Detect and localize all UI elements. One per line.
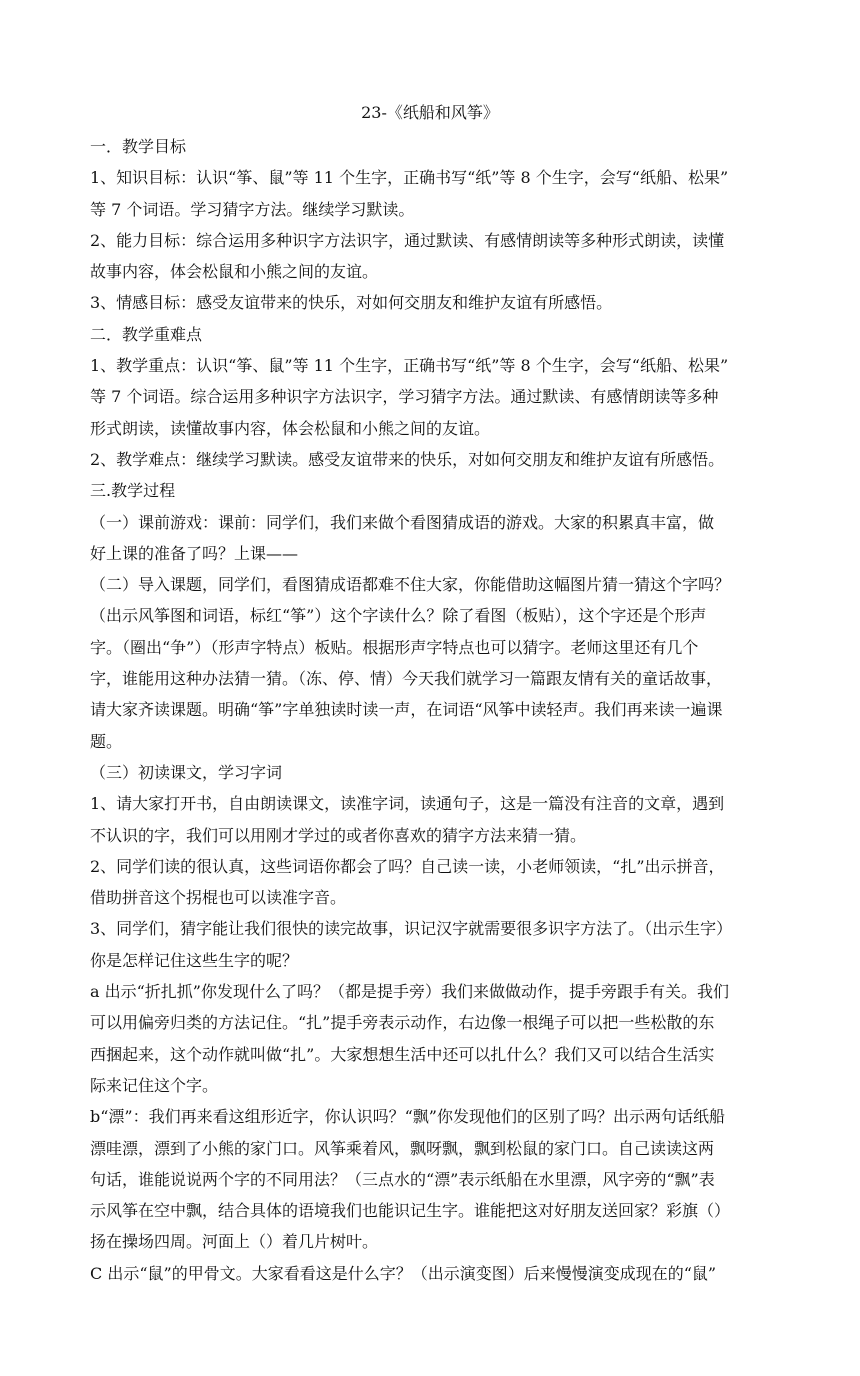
text-line: 故事内容，体会松鼠和小熊之间的友谊。 xyxy=(90,262,379,282)
text-line: 句话，谁能说说两个字的不同用法？（三点水的“漂”表示纸船在水里漂，风字旁的“飘”表 xyxy=(90,1169,715,1189)
text-line: 字。（圈出“争”）（形声字特点）板贴。根据形声字特点也可以猜字。老师这里还有几个 xyxy=(90,637,699,657)
text-line: 等 7 个词语。综合运用多种识字方法识字，学习猜字方法。通过默读、有感情朗读等多种 xyxy=(90,387,719,407)
text-line: b“漂”：我们再来看这组形近字，你认识吗？“飘”你发现他们的区别了吗？出示两句话纸船 xyxy=(90,1107,725,1127)
text-line: 3、同学们，猜字能让我们很快的读完故事，识记汉字就需要很多识字方法了。（出示生字） xyxy=(90,919,733,939)
text-line: C 出示“鼠”的甲骨文。大家看看这是什么字？（出示演变图）后来慢慢演变成现在的“鼠” xyxy=(90,1263,717,1283)
text-line: 1、请大家打开书，自由朗读课文，读准字词，读通句子，这是一篇没有注音的文章，遇到 xyxy=(90,794,725,814)
text-line: 一．教学目标 xyxy=(90,137,187,156)
text-line: 你是怎样记住这些生字的呢？ xyxy=(90,950,299,970)
text-line: 1、知识目标：认识“筝、鼠”等 11 个生字，正确书写“纸”等 8 个生字，会写“纸船、松果” xyxy=(90,168,729,188)
text-line: 2、同学们读的很认真，这些词语你都会了吗？自己读一读，小老师领读，“扎”出示拼音， xyxy=(90,856,725,876)
text-line: 好上课的准备了吗？上课—— xyxy=(90,543,299,563)
text-line: （出示风筝图和词语，标红“筝”）这个字读什么？除了看图（板贴），这个字还是个形声 xyxy=(90,606,707,626)
text-line: 3、情感目标：感受友谊带来的快乐，对如何交朋友和维护友谊有所感悟。 xyxy=(90,293,613,313)
text-line: 字，谁能用这种办法猜一猜。（冻、停、情）今天我们就学习一篇跟友情有关的童话故事， xyxy=(90,669,723,689)
document-title: 23-《纸船和风筝》 xyxy=(361,103,499,122)
text-line: 借助拼音这个拐棍也可以读准字音。 xyxy=(90,888,347,908)
text-line: （二）导入课题，同学们，看图猜成语都难不住大家，你能借助这幅图片猜一猜这个字吗？ xyxy=(90,575,731,595)
text-line: 2、能力目标：综合运用多种识字方法识字，通过默读、有感情朗读等多种形式朗读，读懂 xyxy=(90,230,725,250)
text-line: 际来记住这个字。 xyxy=(90,1075,219,1095)
text-line: 三.教学过程 xyxy=(90,481,176,501)
text-line: 2、教学难点：继续学习默读。感受友谊带来的快乐，对如何交朋友和维护友谊有所感悟。 xyxy=(90,449,725,469)
text-line: 扬在操场四周。河面上（）着几片树叶。 xyxy=(90,1232,379,1252)
text-line: 示风筝在空中飘，结合具体的语境我们也能识记生字。谁能把这对好朋友送回家？彩旗（） xyxy=(90,1201,731,1221)
text-line: （一）课前游戏：课前：同学们，我们来做个看图猜成语的游戏。大家的积累真丰富，做 xyxy=(90,512,715,532)
text-line: 可以用偏旁归类的方法记住。“扎”提手旁表示动作，右边像一根绳子可以把一些松散的东 xyxy=(90,1013,715,1033)
text-line: 1、教学重点：认识“筝、鼠”等 11 个生字，正确书写“纸”等 8 个生字，会写“纸船、松果” xyxy=(90,356,729,376)
text-line: 漂哇漂，漂到了小熊的家门口。风筝乘着风，飘呀飘，飘到松鼠的家门口。自己读读这两 xyxy=(90,1138,715,1158)
text-line: 形式朗读，读懂故事内容，体会松鼠和小熊之间的友谊。 xyxy=(90,418,491,438)
text-line: 等 7 个词语。学习猜字方法。继续学习默读。 xyxy=(90,199,415,219)
text-line: 不认识的字，我们可以用刚才学过的或者你喜欢的猜字方法来猜一猜。 xyxy=(90,825,587,845)
text-line: （三）初读课文，学习字词 xyxy=(90,762,283,782)
text-line: 请大家齐读课题。明确“筝”字单独读时读一声，在词语“风筝中读轻声。我们再来读一遍课 xyxy=(90,700,723,720)
document-body xyxy=(90,131,860,1289)
text-line: a 出示“折扎抓”你发现什么了吗？（都是提手旁）我们来做做动作，提手旁跟手有关。我们 xyxy=(90,982,729,1002)
text-line: 西捆起来，这个动作就叫做“扎”。大家想想生活中还可以扎什么？我们又可以结合生活实 xyxy=(90,1044,715,1064)
text-line: 二．教学重难点 xyxy=(90,324,203,344)
text-line: 题。 xyxy=(90,731,123,751)
